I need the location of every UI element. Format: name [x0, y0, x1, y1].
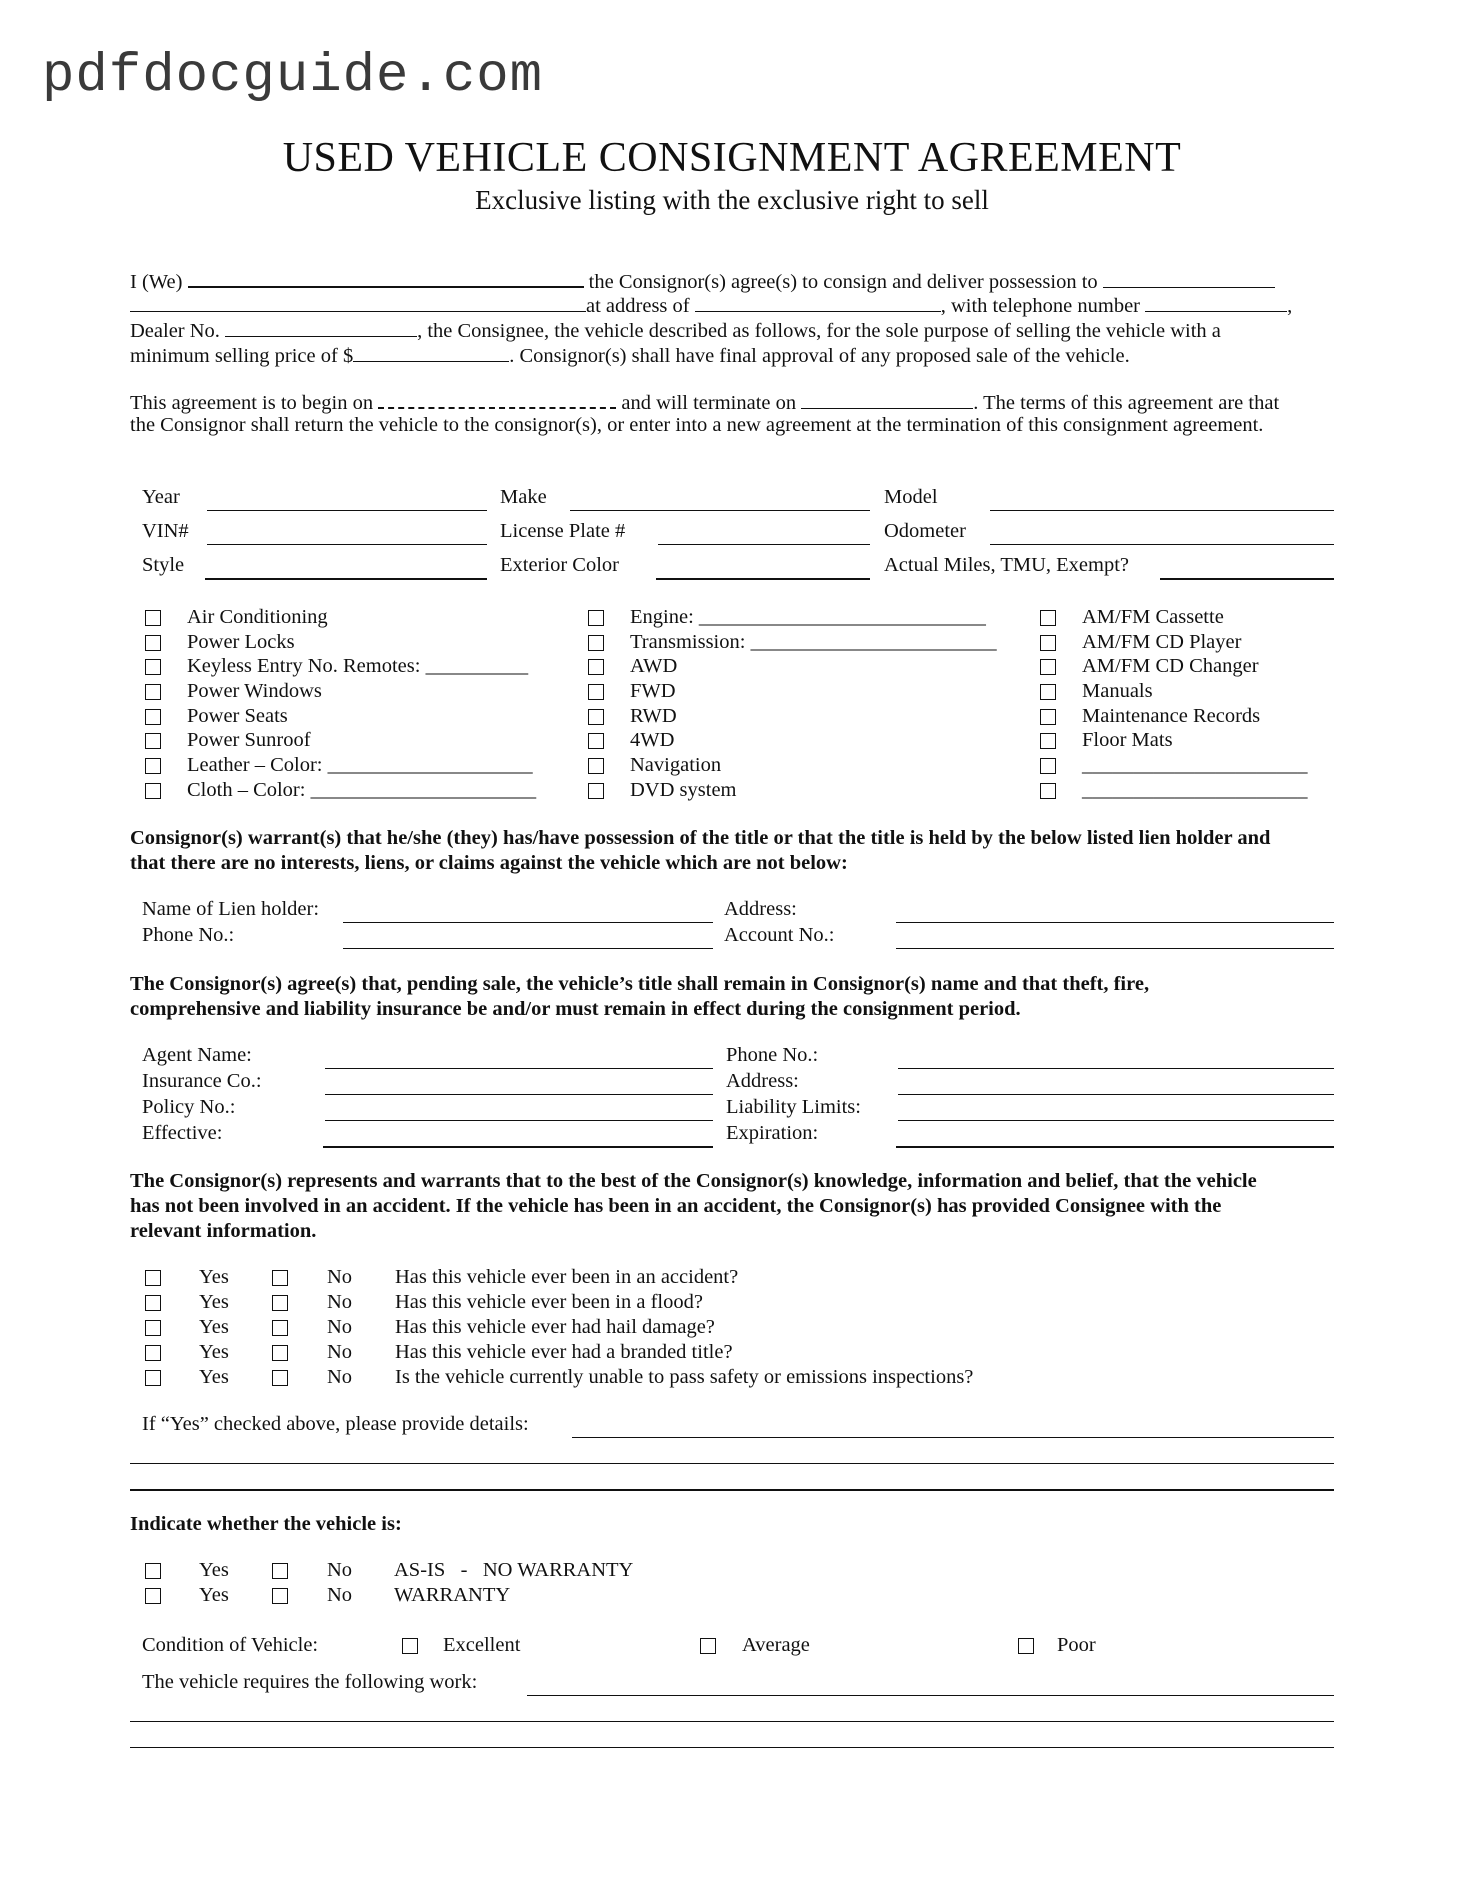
make-label: Make	[500, 486, 547, 508]
feature-label: Keyless Entry No. Remotes: __________	[187, 655, 529, 677]
expiration-field[interactable]	[896, 1146, 1334, 1148]
feature-label: Maintenance Records	[1082, 705, 1261, 727]
agreement-terms-text: . The terms of this agreement are that	[973, 392, 1280, 414]
details-label: If “Yes” checked above, please provide details:	[142, 1413, 529, 1435]
keyless-entry-checkbox[interactable]	[145, 659, 161, 675]
feature-label: Floor Mats	[1082, 729, 1173, 751]
condition-excellent-checkbox[interactable]	[402, 1638, 418, 1654]
feature-label: AWD	[630, 655, 678, 677]
feature-label: Engine: ____________________________	[630, 606, 986, 628]
power-seats-checkbox[interactable]	[145, 709, 161, 725]
warranty-no-checkbox[interactable]	[272, 1588, 288, 1604]
vin-label: VIN#	[142, 520, 189, 542]
page-subtitle: Exclusive listing with the exclusive right to sell	[475, 185, 989, 215]
required-work-label: The vehicle requires the following work:	[142, 1671, 478, 1693]
agent-name-field[interactable]	[325, 1068, 713, 1069]
details-field-2[interactable]	[130, 1463, 1334, 1464]
condition-excellent-label: Excellent	[443, 1634, 521, 1656]
exterior-color-field[interactable]	[656, 578, 870, 580]
agent-phone-field[interactable]	[898, 1068, 1334, 1069]
inspection-yes-checkbox[interactable]	[145, 1370, 161, 1386]
other-feature-field-2[interactable]: ______________________	[1082, 779, 1308, 801]
intro-comma: ,	[1287, 295, 1293, 317]
agent-name-label: Agent Name:	[142, 1044, 252, 1066]
inspection-no-checkbox[interactable]	[272, 1370, 288, 1386]
required-work-field-2[interactable]	[130, 1721, 1334, 1722]
condition-poor-label: Poor	[1057, 1634, 1096, 1656]
floor-mats-checkbox[interactable]	[1040, 733, 1056, 749]
lien-address-label: Address:	[724, 898, 797, 920]
feature-label: 4WD	[630, 729, 675, 751]
agent-phone-label: Phone No.:	[726, 1044, 819, 1066]
transmission-checkbox[interactable]	[588, 635, 604, 651]
hail-no-checkbox[interactable]	[272, 1320, 288, 1336]
odometer-label: Odometer	[884, 520, 966, 542]
power-windows-checkbox[interactable]	[145, 684, 161, 700]
intro-consignee-text: , the Consignee, the vehicle described as follows, for the sole purpose of selling the vehicle with a	[417, 320, 1221, 342]
policy-number-label: Policy No.:	[142, 1096, 236, 1118]
question-label: Has this vehicle ever had a branded title?	[395, 1341, 733, 1363]
section-divider	[130, 1489, 1334, 1491]
no-label: No	[327, 1584, 353, 1606]
intro-consign-text: the Consignor(s) agree(s) to consign and deliver possession to	[588, 271, 1098, 293]
consignee-name-field[interactable]	[1103, 269, 1275, 288]
accident-text-3: relevant information.	[130, 1220, 317, 1242]
lien-phone-field[interactable]	[343, 948, 713, 949]
other-feature-field-1[interactable]: ______________________	[1082, 754, 1308, 776]
4wd-checkbox[interactable]	[588, 733, 604, 749]
intro-address-text: at address of	[586, 295, 690, 317]
intro-line-5	[130, 389, 1279, 415]
maintenance-records-checkbox[interactable]	[1040, 709, 1056, 725]
insurance-text-2: comprehensive and liability insurance be and/or must remain in effect during the consignment period.	[130, 998, 1021, 1020]
required-work-field-3[interactable]	[130, 1747, 1334, 1748]
insurance-text-1: The Consignor(s) agree(s) that, pending sale, the vehicle’s title shall remain in Consignor(s) name and that theft, fire,	[130, 973, 1150, 995]
no-label: No	[327, 1341, 353, 1363]
feature-label: Power Seats	[187, 705, 288, 727]
awd-checkbox[interactable]	[588, 659, 604, 675]
yes-label: Yes	[199, 1341, 229, 1363]
yes-label: Yes	[199, 1316, 229, 1338]
effective-label: Effective:	[142, 1122, 223, 1144]
feature-label: Transmission: ________________________	[630, 631, 997, 653]
page-title: USED VEHICLE CONSIGNMENT AGREEMENT	[282, 135, 1182, 181]
feature-label: AM/FM CD Changer	[1082, 655, 1259, 677]
question-label: Has this vehicle ever had hail damage?	[395, 1316, 715, 1338]
yes-label: Yes	[199, 1559, 229, 1581]
agreement-begin-text: This agreement is to begin on	[130, 392, 374, 414]
odometer-field[interactable]	[990, 544, 1334, 545]
consignor-name-field[interactable]	[188, 268, 584, 288]
condition-poor-checkbox[interactable]	[1018, 1638, 1034, 1654]
yes-label: Yes	[199, 1291, 229, 1313]
dvd-system-checkbox[interactable]	[588, 783, 604, 799]
actual-miles-field[interactable]	[1160, 578, 1334, 580]
question-label: Has this vehicle ever been in an accident?	[395, 1266, 739, 1288]
style-label: Style	[142, 554, 185, 576]
intro-line-1	[130, 268, 1275, 294]
feature-label: Manuals	[1082, 680, 1153, 702]
lien-holder-name-label: Name of Lien holder:	[142, 898, 320, 920]
as-is-no-warranty-label: AS-IS - NO WARRANTY	[394, 1559, 634, 1581]
lien-warranty-text-2: that there are no interests, liens, or claims against the vehicle which are not below:	[130, 852, 848, 874]
consignee-address-field[interactable]	[695, 293, 941, 312]
intro-line-2	[130, 293, 1292, 318]
as-is-no-checkbox[interactable]	[272, 1563, 288, 1579]
yes-label: Yes	[199, 1266, 229, 1288]
accident-no-checkbox[interactable]	[272, 1270, 288, 1286]
feature-label: AM/FM Cassette	[1082, 606, 1224, 628]
required-work-field-1[interactable]	[527, 1695, 1334, 1696]
flood-no-checkbox[interactable]	[272, 1295, 288, 1311]
hail-yes-checkbox[interactable]	[145, 1320, 161, 1336]
model-field[interactable]	[990, 510, 1334, 511]
intro-line-4	[130, 343, 1130, 368]
branded-title-yes-checkbox[interactable]	[145, 1345, 161, 1361]
feature-label: FWD	[630, 680, 676, 702]
policy-number-field[interactable]	[325, 1120, 713, 1121]
manuals-checkbox[interactable]	[1040, 684, 1056, 700]
branded-title-no-checkbox[interactable]	[272, 1345, 288, 1361]
am-fm-cd-player-checkbox[interactable]	[1040, 635, 1056, 651]
yes-label: Yes	[199, 1584, 229, 1606]
yes-label: Yes	[199, 1366, 229, 1388]
condition-average-label: Average	[742, 1634, 810, 1656]
engine-checkbox[interactable]	[588, 610, 604, 626]
effective-field[interactable]	[323, 1146, 713, 1148]
fwd-checkbox[interactable]	[588, 684, 604, 700]
no-label: No	[327, 1316, 353, 1338]
power-locks-checkbox[interactable]	[145, 635, 161, 651]
warranty-heading: Indicate whether the vehicle is:	[130, 1513, 402, 1535]
vin-field[interactable]	[207, 544, 487, 545]
intro-i-we: I (We)	[130, 271, 183, 293]
consignor-continued-field[interactable]	[130, 293, 586, 312]
insurance-company-field[interactable]	[325, 1094, 713, 1095]
warranty-yes-checkbox[interactable]	[145, 1588, 161, 1604]
other-feature-checkbox-1[interactable]	[1040, 758, 1056, 774]
insurance-company-label: Insurance Co.:	[142, 1070, 262, 1092]
lien-address-field[interactable]	[896, 922, 1334, 923]
feature-label: DVD system	[630, 779, 737, 801]
flood-yes-checkbox[interactable]	[145, 1295, 161, 1311]
watermark: pdfdocguide.com	[42, 46, 544, 107]
no-label: No	[327, 1366, 353, 1388]
condition-average-checkbox[interactable]	[700, 1638, 716, 1654]
accident-text-1: The Consignor(s) represents and warrants that to the best of the Consignor(s) knowledge, information and belief, that the vehicle	[130, 1170, 1257, 1192]
intro-dealer-text: Dealer No.	[130, 320, 220, 342]
intro-telephone-text: , with telephone number	[940, 295, 1140, 317]
feature-label: Navigation	[630, 754, 722, 776]
consignee-telephone-field[interactable]	[1145, 293, 1287, 312]
intro-approval-text: . Consignor(s) shall have final approval of any proposed sale of the vehicle.	[509, 345, 1130, 367]
accident-yes-checkbox[interactable]	[145, 1270, 161, 1286]
plate-label: License Plate #	[500, 520, 626, 542]
other-feature-checkbox-2[interactable]	[1040, 783, 1056, 799]
insurance-address-label: Address:	[726, 1070, 799, 1092]
intro-min-price-text: minimum selling price of $	[130, 345, 354, 367]
leather-checkbox[interactable]	[145, 758, 161, 774]
air-conditioning-checkbox[interactable]	[145, 610, 161, 626]
condition-label: Condition of Vehicle:	[142, 1634, 319, 1656]
liability-limits-label: Liability Limits:	[726, 1096, 861, 1118]
expiration-label: Expiration:	[726, 1122, 819, 1144]
no-label: No	[327, 1559, 353, 1581]
lien-account-label: Account No.:	[724, 924, 835, 946]
insurance-address-field[interactable]	[898, 1094, 1334, 1095]
question-label: Has this vehicle ever been in a flood?	[395, 1291, 703, 1313]
year-label: Year	[142, 486, 180, 508]
actual-miles-label: Actual Miles, TMU, Exempt?	[884, 554, 1130, 576]
terminate-date-field[interactable]	[801, 390, 973, 409]
navigation-checkbox[interactable]	[588, 758, 604, 774]
cloth-checkbox[interactable]	[145, 783, 161, 799]
year-field[interactable]	[207, 510, 487, 511]
rwd-checkbox[interactable]	[588, 709, 604, 725]
no-label: No	[327, 1291, 353, 1313]
plate-field[interactable]	[658, 544, 870, 545]
as-is-yes-checkbox[interactable]	[145, 1563, 161, 1579]
lien-warranty-text-1: Consignor(s) warrant(s) that he/she (they) has/have possession of the title or that the title is held by the below listed lien holder and	[130, 827, 1271, 849]
feature-label: RWD	[630, 705, 677, 727]
agreement-terminate-text: and will terminate on	[621, 392, 797, 414]
feature-label: Power Sunroof	[187, 729, 311, 751]
intro-line-6: the Consignor shall return the vehicle to the consignor(s), or enter into a new agreement at the termination of this consignment agreement.	[130, 414, 1264, 436]
feature-label: Leather – Color: ____________________	[187, 754, 533, 776]
feature-label: Power Windows	[187, 680, 322, 702]
liability-limits-field[interactable]	[898, 1120, 1334, 1121]
details-field-1[interactable]	[572, 1437, 1334, 1438]
model-label: Model	[884, 486, 938, 508]
feature-label: Cloth – Color: ______________________	[187, 779, 537, 801]
feature-label: Power Locks	[187, 631, 295, 653]
feature-label: Air Conditioning	[187, 606, 328, 628]
feature-label: AM/FM CD Player	[1082, 631, 1242, 653]
dealer-number-field[interactable]	[225, 318, 417, 337]
lien-holder-name-field[interactable]	[343, 922, 713, 923]
lien-account-field[interactable]	[896, 948, 1334, 949]
style-field[interactable]	[205, 578, 487, 580]
power-sunroof-checkbox[interactable]	[145, 733, 161, 749]
minimum-price-field[interactable]	[353, 343, 509, 362]
am-fm-cd-changer-checkbox[interactable]	[1040, 659, 1056, 675]
exterior-color-label: Exterior Color	[500, 554, 619, 576]
am-fm-cassette-checkbox[interactable]	[1040, 610, 1056, 626]
begin-date-field[interactable]	[378, 389, 616, 409]
lien-phone-label: Phone No.:	[142, 924, 235, 946]
no-label: No	[327, 1266, 353, 1288]
question-label: Is the vehicle currently unable to pass safety or emissions inspections?	[395, 1366, 974, 1388]
warranty-label: WARRANTY	[394, 1584, 511, 1606]
accident-text-2: has not been involved in an accident. If the vehicle has been in an accident, the Consignor(s) has provided Consignee with the	[130, 1195, 1222, 1217]
intro-line-3	[130, 318, 1221, 343]
make-field[interactable]	[570, 510, 870, 511]
